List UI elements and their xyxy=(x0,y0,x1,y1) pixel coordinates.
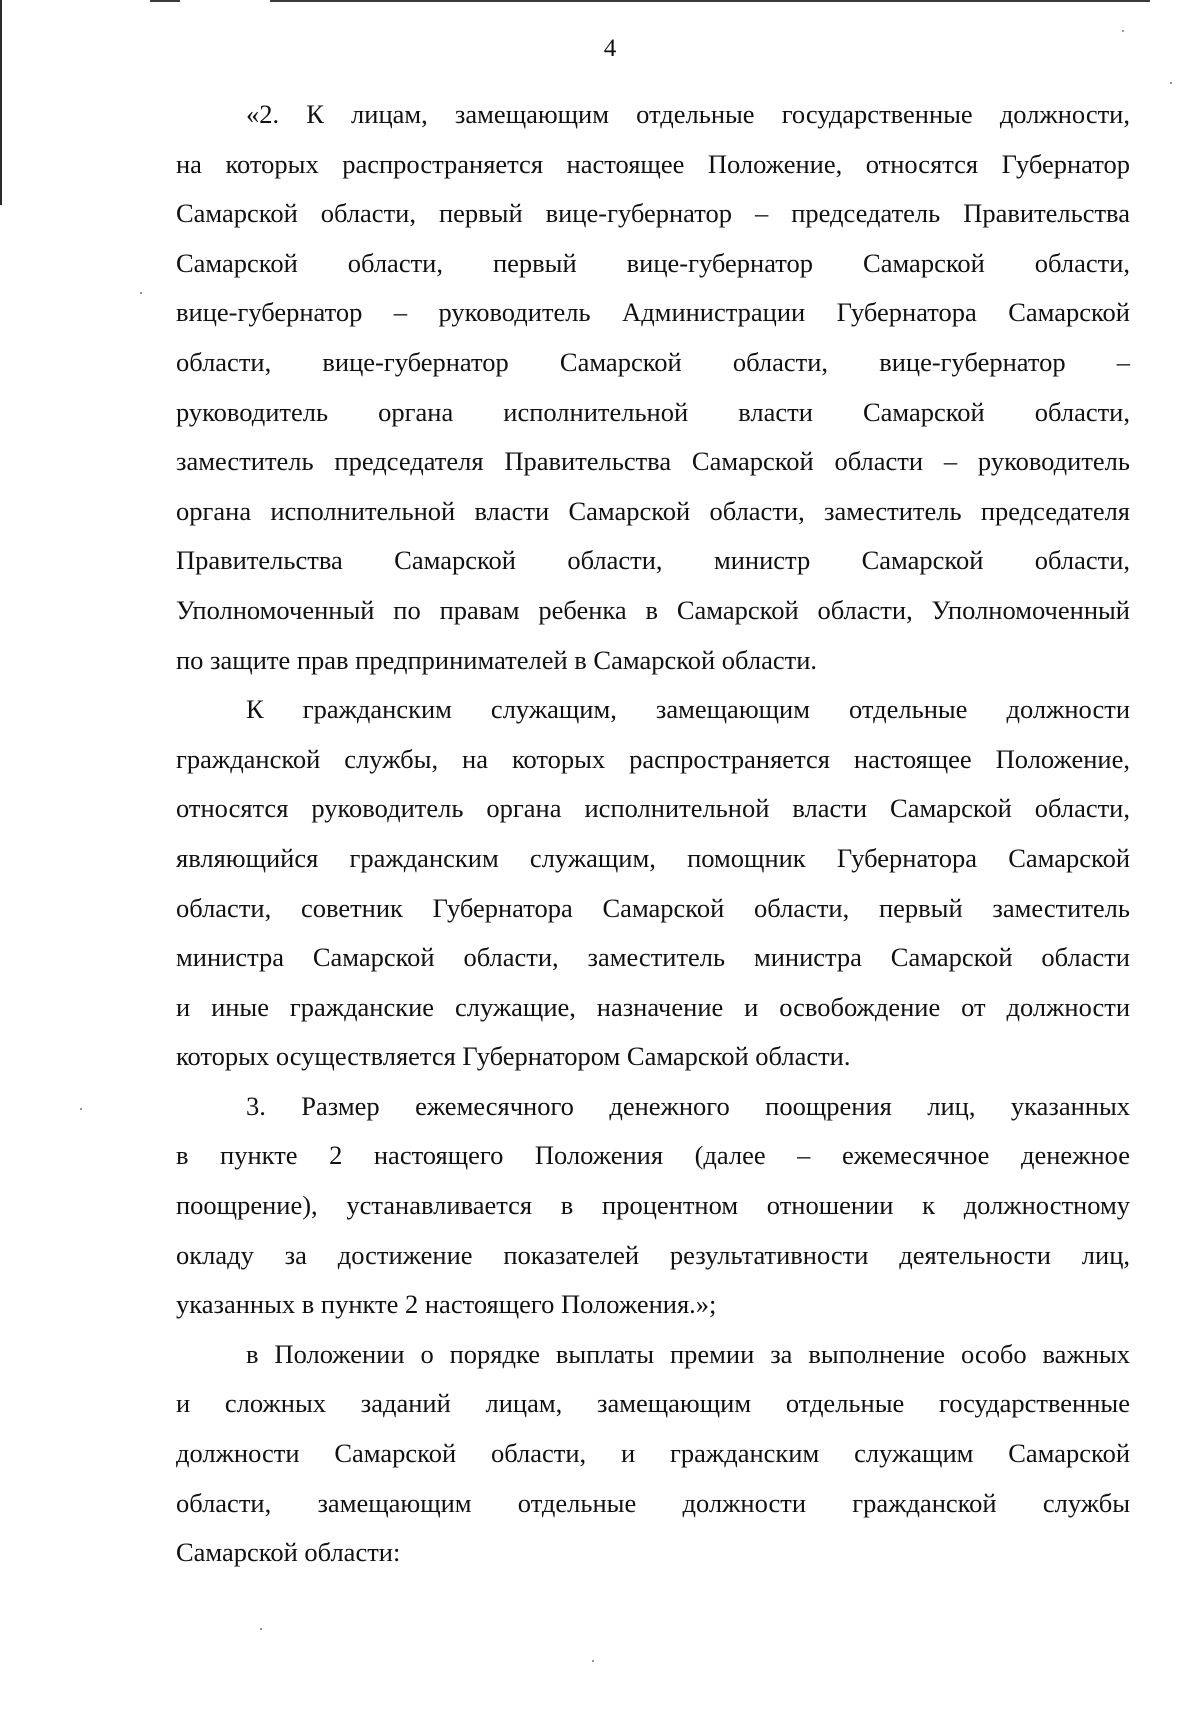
scan-top-rule xyxy=(150,0,180,2)
text-line: «2. К лицам, замещающим отдельные государственные должности, xyxy=(246,99,1130,129)
text-line: заместитель председателя Правительства Самарской области – руководитель xyxy=(176,446,1130,477)
text-line: области, вице-губернатор Самарской области, вице-губернатор – xyxy=(176,346,1130,377)
text-line: 3. Размер ежемесячного денежного поощрения лиц, указанных xyxy=(246,1090,1130,1121)
text-line: Самарской области, первый вице-губернатор – председатель Правительства xyxy=(176,198,1130,229)
scan-speck xyxy=(1122,30,1124,32)
text-line: Уполномоченный по правам ребенка в Самарской области, Уполномоченный xyxy=(176,594,1130,625)
document-body xyxy=(176,90,1130,1578)
scan-speck xyxy=(592,1660,594,1662)
scan-speck xyxy=(80,1108,82,1110)
text-line: на которых распространяется настоящее Положение, относятся Губернатор xyxy=(176,148,1130,179)
paragraph-p4 xyxy=(176,1330,1130,1578)
text-line: должности Самарской области, и гражданским служащим Самарской xyxy=(176,1438,1130,1469)
text-line: которых осуществляется Губернатором Самарской области. xyxy=(176,1041,851,1072)
text-line: по защите прав предпринимателей в Самарской области. xyxy=(176,644,818,675)
scan-edge-mark xyxy=(0,0,2,205)
scan-speck xyxy=(260,1628,262,1630)
text-line: вице-губернатор – руководитель Администрации Губернатора Самарской xyxy=(176,297,1130,328)
text-line: гражданской службы, на которых распространяется настоящее Положение, xyxy=(176,743,1130,774)
text-line: окладу за достижение показателей результативности деятельности лиц, xyxy=(176,1239,1130,1270)
text-line: и сложных заданий лицам, замещающим отдельные государственные xyxy=(176,1388,1130,1419)
text-line: указанных в пункте 2 настоящего Положения.»; xyxy=(176,1289,717,1320)
text-line: области, советник Губернатора Самарской области, первый заместитель xyxy=(176,892,1130,923)
text-line: органа исполнительной власти Самарской области, заместитель председателя xyxy=(176,495,1130,526)
paragraph-p3 xyxy=(176,1082,1130,1330)
text-line: Правительства Самарской области, министр Самарской области, xyxy=(176,545,1130,576)
scan-speck xyxy=(1170,82,1172,84)
paragraph-p2 xyxy=(176,685,1130,1082)
scan-top-rule xyxy=(270,0,1150,2)
text-line: К гражданским служащим, замещающим отдельные должности xyxy=(246,694,1130,725)
page-number: 4 xyxy=(603,35,617,62)
text-line: и иные гражданские служащие, назначение и освобождение от должности xyxy=(176,991,1130,1022)
text-line: являющийся гражданским служащим, помощник Губернатора Самарской xyxy=(176,842,1130,873)
text-line: руководитель органа исполнительной власти Самарской области, xyxy=(176,396,1130,427)
text-line: относятся руководитель органа исполнительной власти Самарской области, xyxy=(176,793,1130,824)
paragraph-p1 xyxy=(176,90,1130,685)
text-line: Самарской области, первый вице-губернатор Самарской области, xyxy=(176,247,1130,278)
scan-speck xyxy=(140,292,142,294)
text-line: поощрение), устанавливается в процентном отношении к должностному xyxy=(176,1190,1130,1221)
text-line: в пункте 2 настоящего Положения (далее – ежемесячное денежное xyxy=(176,1140,1130,1171)
text-line: области, замещающим отдельные должности гражданской службы xyxy=(176,1487,1130,1518)
text-line: Самарской области: xyxy=(176,1537,401,1568)
text-line: в Положении о порядке выплаты премии за выполнение особо важных xyxy=(246,1338,1130,1369)
text-line: министра Самарской области, заместитель министра Самарской области xyxy=(176,942,1130,973)
